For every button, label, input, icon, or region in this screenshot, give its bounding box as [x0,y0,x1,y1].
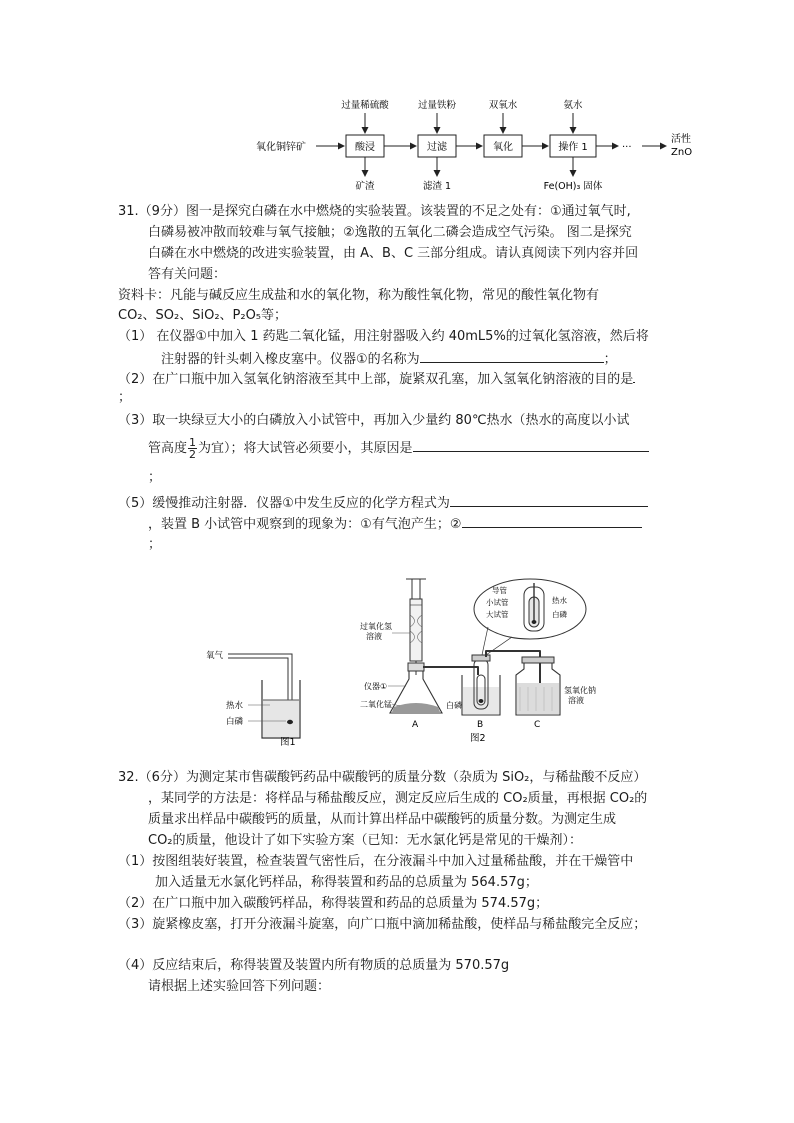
flow-start-label: 氧化铜锌矿 [256,142,306,153]
q31-part3-line: （3）取一块绿豆大小的白磷放入小试管中，再加入少量约 80℃热水（热水的高度以小试 [118,413,630,428]
figure2-label-peroxide: 过氧化氢 [360,622,392,631]
flowchart [250,92,710,197]
inset-label-phosphorus: 白磷 [552,610,567,619]
q31-part3-text: 为宜）；将大试管必须要小，其原因是 [198,441,413,456]
answer-blank[interactable] [450,492,648,507]
q31-part3-line [148,437,649,460]
q31-line: 答有关问题： [148,267,227,282]
flow-reagent: 过量铁粉 [417,100,457,111]
flow-step-label: 酸浸 [355,142,375,153]
flow-output: 矿渣 [355,181,375,192]
flow-reagent: 氨水 [563,100,583,111]
figure2-label-b: B [477,720,484,730]
figure1-apparatus [200,640,310,750]
q31-part2-text: （2）在广口瓶中加入氢氧化钠溶液至其中上部，旋紧双孔塞，加入氢氧化钠溶液的目的是 [118,372,634,387]
semicolon: ； [148,537,162,552]
flow-reagent: 过量稀硫酸 [341,100,389,111]
q31-line: 白磷在水中燃烧的改进实验装置，由 A、B、C 三部分组成。请认真阅读下列内容并回 [148,246,639,261]
q32-line: 32.（6分）为测定某市售碳酸钙药品中碳酸钙的质量分数（杂质为 SiO₂，与稀盐酸不反应） [118,770,647,785]
flow-step-label: 操作 1 [558,142,588,153]
figure2-label-naoh: 氢氧化钠 [564,686,596,695]
figure2-label-a: A [412,720,419,730]
semicolon: ； [603,352,617,367]
answer-blank[interactable] [633,368,635,383]
figure1-caption: 图1 [280,737,296,748]
fraction-one-half [188,437,197,460]
info-card-line: CO₂、SO₂、SiO₂、P₂O₅等； [118,308,288,323]
answer-blank[interactable] [413,437,649,452]
flow-end-label: ZnO [671,147,693,158]
inset-label-big: 大试管 [486,610,509,619]
figure2-label-naoh: 溶液 [568,696,584,705]
q32-line: CO₂的质量，他设计了如下实验方案（已知：无水氯化钙是常见的干燥剂）： [148,833,583,848]
figure1-label-oxygen: 氧气 [206,651,224,661]
figure1-label-water: 热水 [226,701,244,711]
figure1-label-phosphorus: 白磷 [226,717,244,727]
white-phosphorus [479,699,484,703]
flow-reagent: 双氧水 [488,100,518,111]
figure2-label-instrument: 仪器① [364,682,388,691]
figure2-label-phosphorus: 白磷 [446,701,462,710]
q31-part1-line [161,348,617,370]
q32-line: ，某同学的方法是：将样品与稀盐酸反应，测定反应后生成的 CO₂质量，再根据 CO₂的 [148,791,648,806]
inset-label-small: 小试管 [486,598,509,607]
answer-blank[interactable] [420,348,604,363]
semicolon: ； [118,390,132,405]
answer-blank[interactable] [462,513,642,528]
q31-line: 白磷易被冲散而较难与氧气接触；②逸散的五氧化二磷会造成空气污染。 图二是探究 [148,225,632,240]
q32-line: 质量求出样品中碳酸钙的质量，从而计算出样品中碳酸钙的质量分数。为测定生成 [148,812,617,827]
q32-step: （4）反应结束后，称得装置及装置内所有物质的总质量为 570.57g [118,958,510,973]
flow-output: Fe(OH)₃ 固体 [543,181,603,192]
q31-part3-text: 管高度 [148,441,188,456]
q31-part5-line [148,513,642,535]
info-card-line: 资料卡：凡能与碱反应生成盐和水的氧化物，称为酸性氧化物，常见的酸性氧化物有 [118,288,600,303]
flow-output: 滤渣 1 [422,181,452,192]
inset-label-tube: 导管 [492,586,507,595]
semicolon: ； [148,470,162,485]
figure2-label-c: C [534,720,541,730]
q31-part1-text: 注射器的针头刺入橡皮塞中。仪器①的名称为 [161,352,420,367]
flow-step-label: 氧化 [493,142,513,153]
q32-step: （2）在广口瓶中加入碳酸钙样品，称得装置和药品的总质量为 574.57g； [118,896,549,911]
q31-part1-line: （1） 在仪器①中加入 1 药匙二氧化锰，用注射器吸入约 40mL5%的过氧化氢溶液，然后将 [118,329,649,344]
q31-line: 31.（9分）图一是探究白磷在水中燃烧的实验装置。该装置的不足之处有：①通过氧气时, [118,204,631,219]
flow-dots: ··· [622,142,632,153]
white-phosphorus [287,720,293,724]
q31-part2-line [118,368,635,390]
q31-part5-line [118,492,648,514]
fraction-denominator: 2 [189,448,197,461]
flow-step-label: 过滤 [427,142,447,153]
figure2-caption: 图2 [470,733,486,744]
q32-step: 请根据上述实验回答下列问题： [148,979,331,994]
figure2-apparatus [360,575,600,745]
q31-part5-text: ，装置 B 小试管中观察到的现象为：①有气泡产生；② [148,517,462,532]
flow-end-label: 活性 [671,134,691,145]
white-phosphorus [532,620,537,624]
q32-step: （3）旋紧橡皮塞，打开分液漏斗旋塞，向广口瓶中滴加稀盐酸，使样品与稀盐酸完全反应； [118,917,647,932]
q31-part5-text: （5）缓慢推动注射器．仪器①中发生反应的化学方程式为 [118,496,450,511]
figure2-label-peroxide: 溶液 [366,632,382,641]
figure2-label-mno2: 二氧化锰 [360,700,392,709]
inset-label-water: 热水 [552,596,567,605]
fraction-numerator: 1 [189,436,197,449]
q32-step: 加入适量无水氯化钙样品，称得装置和药品的总质量为 564.57g； [155,875,538,890]
q32-step: （1）按图组装好装置，检查装置气密性后，在分液漏斗中加入过量稀盐酸，并在干燥管中 [118,854,634,869]
